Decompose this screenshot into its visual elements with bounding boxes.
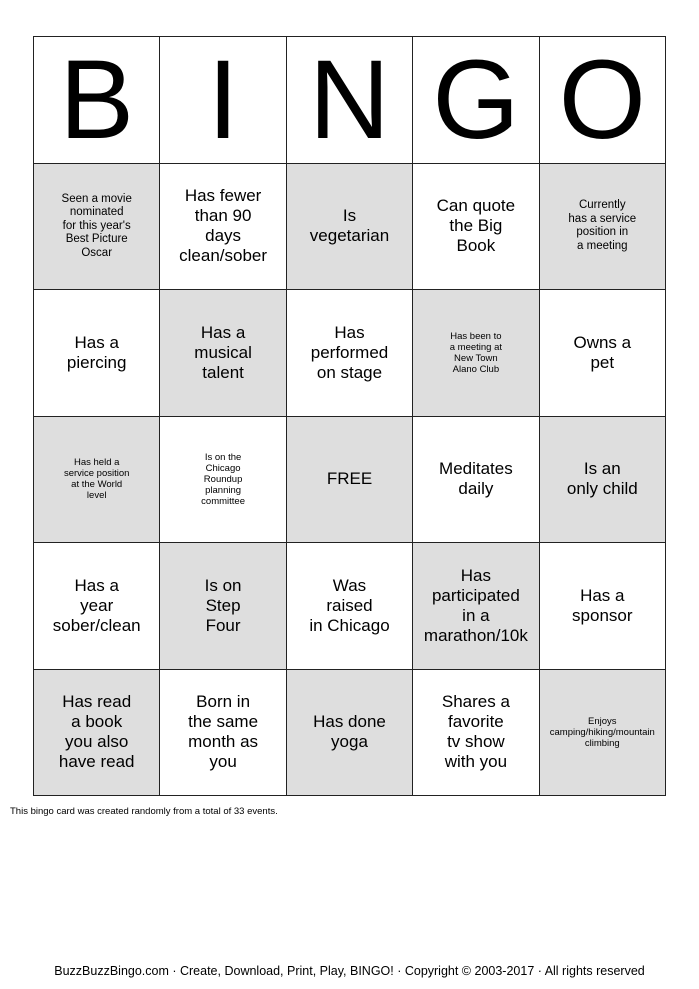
bingo-square-text: Has participated in a marathon/10k (423, 565, 528, 645)
bingo-square (540, 670, 666, 797)
header-letter: O (558, 37, 646, 162)
bingo-square (34, 670, 160, 797)
bingo-square (413, 417, 539, 544)
bingo-square (160, 670, 286, 797)
bingo-square (540, 543, 666, 670)
bingo-square-text: Owns a pet (573, 332, 632, 372)
bingo-square (540, 164, 666, 291)
bingo-square-text: Currently has a service position in a meeting (568, 199, 637, 252)
bingo-square (287, 543, 413, 670)
bingo-square (34, 543, 160, 670)
bingo-square-text: Shares a favorite tv show with you (441, 692, 510, 772)
bingo-square-text: Was raised in Chicago (309, 575, 390, 635)
header-letter-b (34, 37, 160, 164)
bingo-square-text: Has read a book you also have read (58, 692, 135, 772)
bingo-square (34, 290, 160, 417)
bingo-square (34, 417, 160, 544)
bingo-square (160, 417, 286, 544)
header-letter: N (309, 37, 390, 162)
bingo-square-text: Meditates daily (439, 459, 513, 499)
bingo-square-text: Has a year sober/clean (52, 575, 141, 635)
bingo-square (287, 164, 413, 291)
bingo-square (413, 164, 539, 291)
bingo-square (287, 417, 413, 544)
header-letter-n (287, 37, 413, 164)
bingo-square-text: Enjoys camping/hiking/mountain climbing (549, 715, 655, 749)
bingo-square (160, 543, 286, 670)
page-footer: BuzzBuzzBingo.com · Create, Download, Print, Play, BINGO! · Copyright © 2003-2017 · All rights reserved (54, 964, 645, 978)
bingo-square-text: Is on the Chicago Roundup planning committee (201, 451, 245, 507)
bingo-square (413, 543, 539, 670)
bingo-square-text: Has a musical talent (194, 322, 252, 382)
header-letter-g (413, 37, 539, 164)
bingo-square-text: Can quote the Big Book (436, 196, 516, 256)
bingo-square-text: Is on Step Four (204, 575, 242, 635)
bingo-square (413, 290, 539, 417)
bingo-card (33, 36, 666, 796)
bingo-square-text: Is an only child (566, 459, 638, 499)
bingo-square-text: Has performed on stage (310, 322, 389, 382)
header-letter: G (432, 37, 520, 162)
bingo-square (287, 290, 413, 417)
bingo-square-text: Has fewer than 90 days clean/sober (179, 186, 268, 266)
bingo-square-text: FREE (326, 469, 373, 489)
bingo-square (540, 290, 666, 417)
bingo-square-text: Has done yoga (313, 712, 386, 752)
bingo-square-text: Seen a movie nominated for this year's Best Picture Oscar (61, 192, 132, 259)
bingo-square (540, 417, 666, 544)
bingo-square (287, 670, 413, 797)
bingo-square-text: Is vegetarian (309, 206, 390, 246)
bingo-square (160, 164, 286, 291)
header-letter: B (59, 37, 135, 162)
bingo-square (413, 670, 539, 797)
bingo-square-text: Born in the same month as you (188, 692, 259, 772)
bingo-square-text: Has been to a meeting at New Town Alano Club (449, 330, 503, 375)
bingo-square-text: Has held a service position at the World level (63, 457, 130, 502)
header-letter-i (160, 37, 286, 164)
bingo-square (160, 290, 286, 417)
bingo-square-text: Has a sponsor (572, 585, 633, 625)
card-note: This bingo card was created randomly from a total of 33 events. (10, 806, 278, 817)
header-letter: I (207, 37, 239, 162)
header-letter-o (540, 37, 666, 164)
bingo-square-text: Has a piercing (66, 332, 127, 372)
bingo-square (34, 164, 160, 291)
